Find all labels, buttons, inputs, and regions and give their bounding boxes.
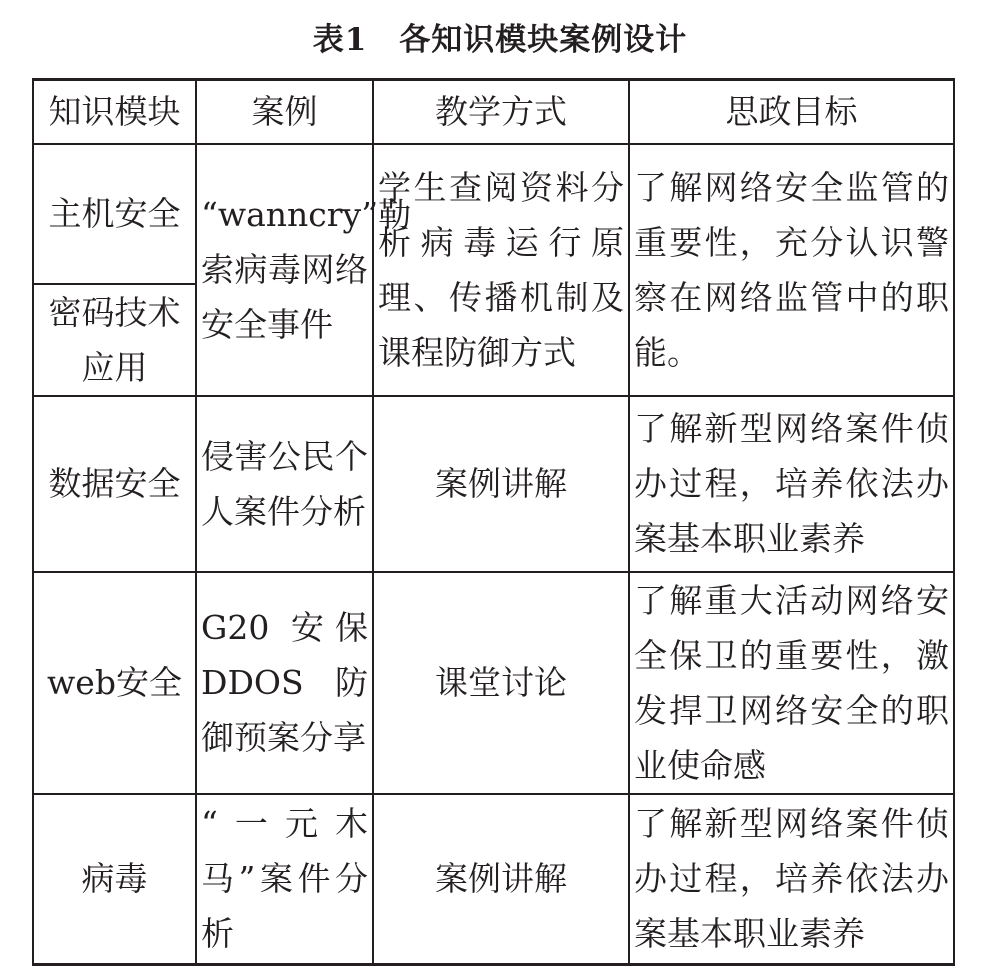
case-cell: “一元木马”案件分析 xyxy=(196,794,373,965)
method-cell: 案例讲解 xyxy=(373,794,629,965)
method-cell: 学生查阅资料分析病毒运行原理、传播机制及课程防御方式 xyxy=(373,144,629,396)
method-cell: 案例讲解 xyxy=(373,396,629,572)
table-row xyxy=(33,572,954,794)
case-cell: 侵害公民个人案件分析 xyxy=(196,396,373,572)
knowledge-module-table xyxy=(32,78,955,966)
table-header-row xyxy=(33,80,954,144)
module-cell: 病毒 xyxy=(33,794,196,965)
table-caption: 表1 各知识模块案例设计 xyxy=(312,22,688,58)
header-method: 教学方式 xyxy=(373,80,629,144)
module-cell: 主机安全 xyxy=(33,144,196,284)
goal-cell: 了解重大活动网络安全保卫的重要性，激发捍卫网络安全的职业使命感 xyxy=(629,572,954,794)
module-cell: 密码技术应用 xyxy=(33,284,196,396)
header-goal: 思政目标 xyxy=(629,80,954,144)
header-case: 案例 xyxy=(196,80,373,144)
table-row xyxy=(33,794,954,965)
header-module: 知识模块 xyxy=(33,80,196,144)
table-row xyxy=(33,144,954,284)
case-cell: “wanncry”勒索病毒网络安全事件 xyxy=(196,144,373,396)
case-cell: G20 安保DDOS 防御预案分享 xyxy=(196,572,373,794)
module-cell: web安全 xyxy=(33,572,196,794)
method-cell: 课堂讨论 xyxy=(373,572,629,794)
goal-cell: 了解网络安全监管的重要性，充分认识警察在网络监管中的职能。 xyxy=(629,144,954,396)
table-row xyxy=(33,396,954,572)
goal-cell: 了解新型网络案件侦办过程，培养依法办案基本职业素养 xyxy=(629,396,954,572)
goal-cell: 了解新型网络案件侦办过程，培养依法办案基本职业素养 xyxy=(629,794,954,965)
module-cell: 数据安全 xyxy=(33,396,196,572)
